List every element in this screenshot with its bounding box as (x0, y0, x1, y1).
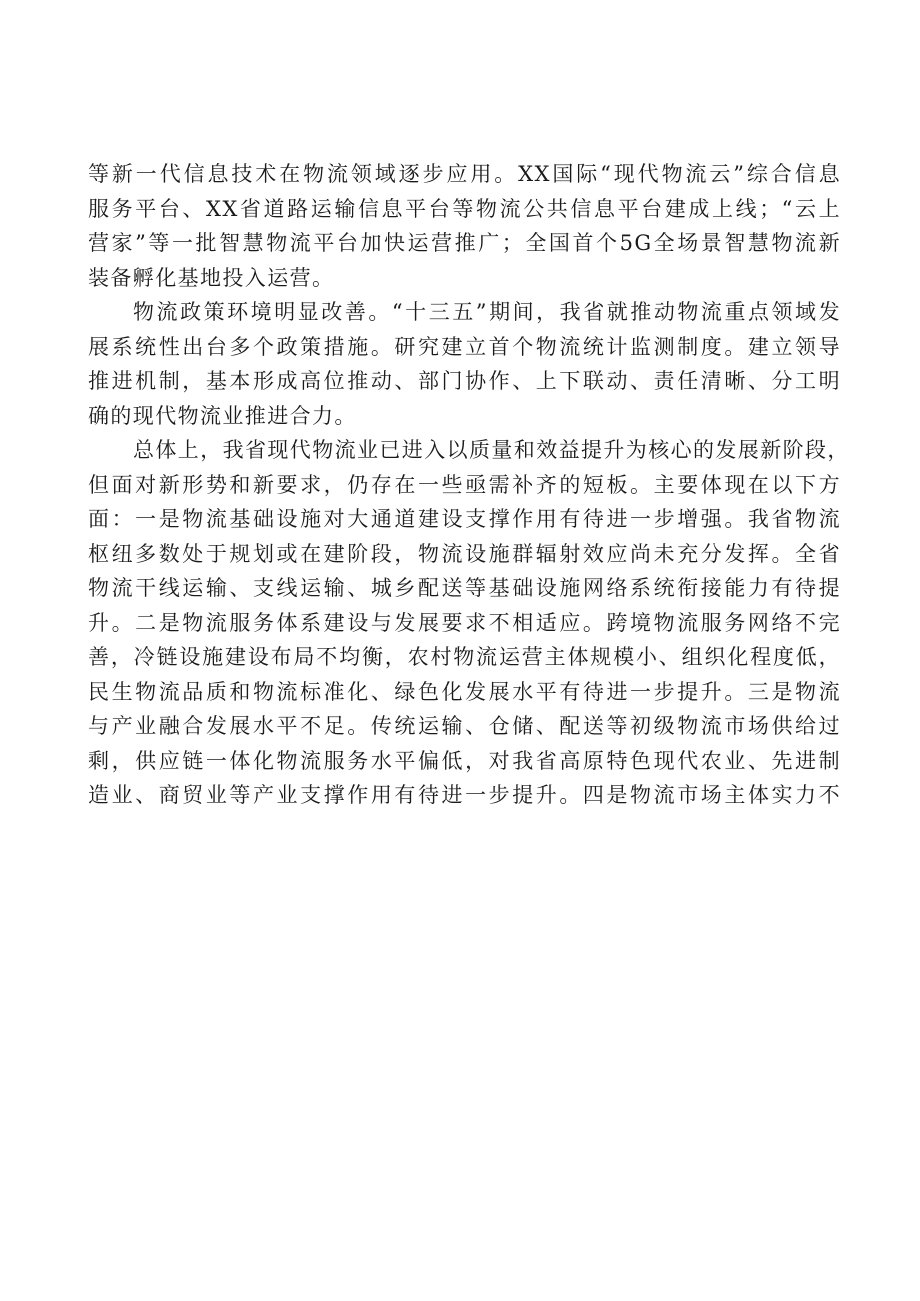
paragraph-logistics-tech (88, 157, 841, 295)
text-line: 面：一是物流基础设施对大通道建设支撑作用有待进一步增强。我省物流 (88, 507, 841, 531)
text-line: 物流干线运输、支线运输、城乡配送等基础设施网络系统衔接能力有待提 (88, 576, 841, 600)
text-line: 等新一代信息技术在物流领域逐步应用。XX国际“现代物流云”综合信息 (88, 162, 841, 186)
text-line: 造业、商贸业等产业支撑作用有待进一步提升。四是物流市场主体实力不 (88, 783, 841, 807)
text-line: 剩，供应链一体化物流服务水平偏低，对我省高原特色现代农业、先进制 (88, 748, 841, 773)
text-line: 推进机制，基本形成高位推动、部门协作、上下联动、责任清晰、分工明 (88, 369, 841, 393)
text-line: 服务平台、XX省道路运输信息平台等物流公共信息平台建成上线；“云上 (88, 196, 841, 221)
paragraph-policy-environment (88, 295, 841, 433)
text-line: 枢纽多数处于规划或在建阶段，物流设施群辐射效应尚未充分发挥。全省 (88, 541, 841, 566)
text-line: 确的现代物流业推进合力。 (88, 403, 357, 428)
text-line: 营家”等一批智慧物流平台加快运营推广；全国首个5G全场景智慧物流新 (88, 231, 841, 255)
document-page (88, 157, 850, 813)
text-line: 装备孵化基地投入运营。 (88, 265, 335, 290)
paragraph-overall-shortcomings (88, 433, 850, 813)
text-line: 升。二是物流服务体系建设与发展要求不相适应。跨境物流服务网络不完 (88, 610, 841, 635)
text-line: 但面对新形势和新要求，仍存在一些亟需补齐的短板。主要体现在以下方 (88, 472, 841, 497)
text-line: 与产业融合发展水平不足。传统运输、仓储、配送等初级物流市场供给过 (88, 714, 841, 738)
text-line: 民生物流品质和物流标准化、绿色化发展水平有待进一步提升。三是物流 (88, 679, 841, 704)
text-line: 展系统性出台多个政策措施。研究建立首个物流统计监测制度。建立领导 (88, 334, 841, 359)
text-line: 总体上，我省现代物流业已进入以质量和效益提升为核心的发展新阶段， (133, 438, 850, 462)
text-line: 善，冷链设施建设布局不均衡，农村物流运营主体规模小、组织化程度低， (88, 645, 841, 669)
text-line: 物流政策环境明显改善。“十三五”期间，我省就推动物流重点领域发 (133, 300, 841, 324)
